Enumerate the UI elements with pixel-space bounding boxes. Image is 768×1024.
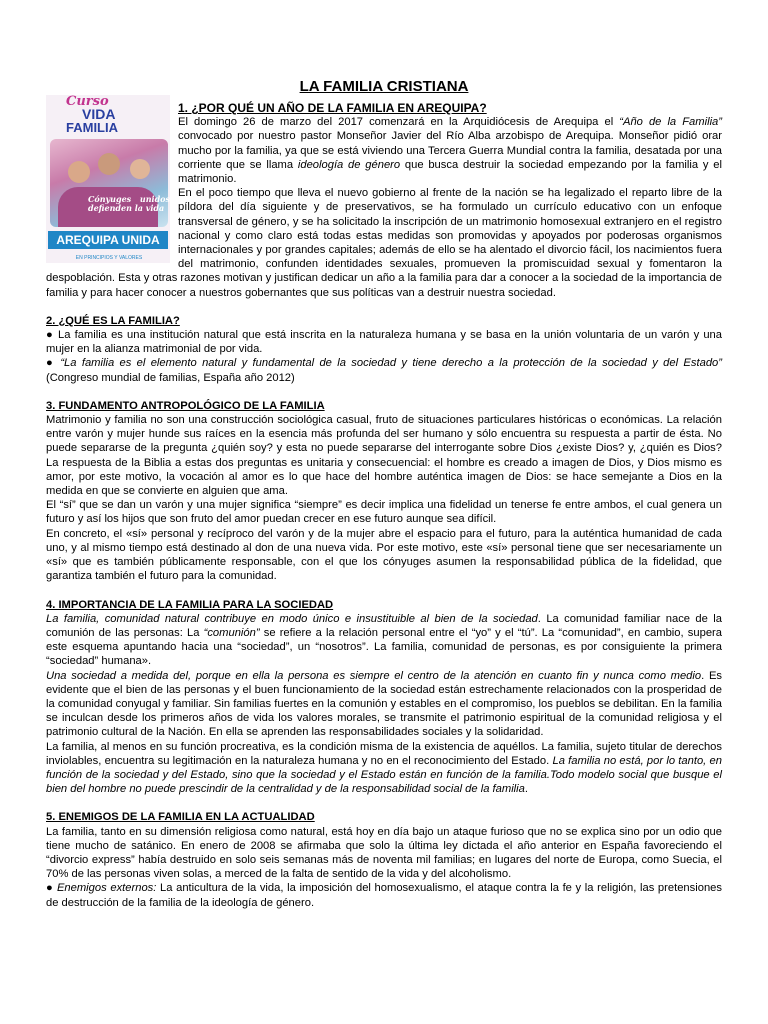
section-3-paragraph-3: En concreto, el «sí» personal y recíproco del varón y de la mujer abre el espacio para el futuro, para la auténtica humanidad de cada uno, y al mismo tiempo está destinado al don de una nueva vida. Por este motivo, este «sí» personal tiene que ser necesariamente un «sí» que es también públicamente responsable, con el que los cónyuges asumen la responsabilidad pública de la fidelidad, que garantiza también el futuro para la comunidad. bbox=[46, 527, 722, 583]
section-3-paragraph-1: Matrimonio y familia no son una construcción sociológica casual, fruto de situaciones particulares históricas o económicas. La relación entre varón y mujer hunde sus raíces en la esencia más profunda del ser humano y sólo encuentra su respuesta a partir de ésta. No puede separarse de la pregunta ¿quién soy? y esta no puede separarse del interrogante sobre Dios ¿existe Dios? y, ¿quién es Dios? La respuesta de la Biblia a estas dos preguntas es unitaria y consecuencial: el hombre es creado a imagen de Dios, y Dios mismo es amor, por este motivo, la vocación al amor es lo que hace del hombre auténtica imagen de Dios: se hace semejante a Dios en la medida en que se convierte en alguien que ama. bbox=[46, 414, 722, 498]
section-2-heading: 2. ¿QUÉ ES LA FAMILIA? bbox=[46, 314, 180, 327]
section-3-heading: 3. FUNDAMENTO ANTROPOLÓGICO DE LA FAMILIA bbox=[46, 399, 325, 412]
section-4-paragraph-3: La familia, al menos en su función procreativa, es la condición misma de la existencia de aquéllos. La familia, sujeto titular de derechos inviolables, encuentra su legitimación en la naturaleza humana y no en el reconocimiento del Estado. La familia no está, por lo tanto, en función de la sociedad y del Estado, sino que la sociedad y el Estado están en función de la familia.Todo modelo social que busque el bien del hombre no puede prescindir de la centralidad y de la responsabilidad social de la familia. bbox=[46, 740, 722, 796]
section-1-heading: 1. ¿POR QUÉ UN AÑO DE LA FAMILIA EN AREQUIPA? bbox=[178, 101, 487, 115]
poster-line2: VIDA bbox=[82, 106, 116, 122]
section-3-paragraph-2: El “sí” que se dan un varón y una mujer significa “siempre” es decir implica una fidelidad un tenerse fe entre ambos, el cual genera un futuro y así los hijos que son fruto del amor puedan crecer en ese futuro aunque sea difícil. bbox=[46, 499, 722, 526]
poster-subtitle: EN PRINCIPIOS Y VALORES bbox=[75, 255, 143, 261]
campaign-poster-image bbox=[46, 95, 170, 263]
section-4-heading: 4. IMPORTANCIA DE LA FAMILIA PARA LA SOCIEDAD bbox=[46, 598, 334, 611]
section-4-paragraph-2: Una sociedad a medida del, porque en ella la persona es siempre el centro de la atención en cuanto fin y nunca como medio. Es evidente que el bien de las personas y el buen funcionamiento de la sociedad están estrechamente relacionados con la prosperidad de la comunidad conyugal y familiar. Sin familias fuertes en la comunión y estables en el compromiso, los pueblos se debilitan. En la familia se inculcan desde los primeros años de vida los valores morales, se transmite el patrimonio espiritual de la comunidad religiosa y el patrimonio cultural de la Nación. En ella se aprenden las responsabilidades sociales y la solidaridad. bbox=[46, 669, 723, 739]
section-5-heading: 5. ENEMIGOS DE LA FAMILIA EN LA ACTUALIDAD bbox=[46, 811, 315, 824]
document-title: LA FAMILIA CRISTIANA bbox=[299, 78, 469, 95]
section-2-bullet-2: ● “La familia es el elemento natural y fundamental de la sociedad y tiene derecho a la protección de la sociedad y del Estado” (Congreso mundial de familias, España año 2012) bbox=[46, 357, 722, 384]
poster-banner: AREQUIPA UNIDA bbox=[48, 231, 168, 249]
family-photo bbox=[50, 139, 168, 227]
section-5-bullet-1: ● Enemigos externos: La anticultura de la vida, la imposición del homosexualismo, el ataque contra la fe y la religión, las pretensiones de destrucción de la familia de la ideología de género. bbox=[46, 882, 722, 909]
section-4-paragraph-1: La familia, comunidad natural contribuye en modo único e insustituible al bien de la sociedad. La comunidad familiar nace de la comunión de las personas: La “comunión” se refiere a la relación personal entre el “yo” y el “tú”. La “comunidad”, en cambio, supera este esquema apuntando hacia una “sociedad”, un “nosotros”. La familia, comunidad de personas, es por consiguiente la primera “sociedad” humana». bbox=[46, 612, 722, 668]
section-5-paragraph-1: La familia, tanto en su dimensión religiosa como natural, está hoy en día bajo un ataque furioso que no se explica sino por un odio que tiene mucho de satánico. En enero de 2008 se afirmaba que solo la última ley dictada el año anterior en España favoreciendo el “divorcio express” había destruido en solo seis semanas más de noventa mil familias; en lugares del norte de Europa, como Suecia, el 70% de las personas viven solas, a merced de la falta de sentido de la vida y del alcoholismo. bbox=[46, 825, 722, 881]
section-1-paragraph-2: En el poco tiempo que lleva el nuevo gobierno al frente de la nación se ha legalizado el reparto libre de la píldora del día siguiente y de preservativos, se ha formulado un currículo educativo con un enfoque transversal de género, y se ha solicitado la inscripción de un matrimonio homosexual extranjero en el registro nacional y como claro está todas estas medidas son promovidas y apoyados por poderosas organismos internacionales y por grandes capitales; además de ello se ha alentado el divorcio fácil, los nacimientos fuera del matrimonio, confunden identidades sexuales, promueven la promiscuidad sexual y fomentaron la despoblación. Esta y otras razones motivan y justifican dedicar un año a la familia para dar a conocer a la sociedad de la importancia de familia y para hacer conocer a nuestros gobernantes que sus políticas van a destruir nuestra sociedad. bbox=[46, 187, 722, 299]
section-2-bullet-1: ● La familia es una institución natural que está inscrita en la naturaleza humana y se basa en la unión voluntaria de un varón y una mujer en la alianza matrimonial de por vida. bbox=[46, 329, 722, 356]
poster-line3: FAMILIA bbox=[66, 120, 118, 135]
document-body bbox=[46, 95, 723, 910]
poster-line1: Curso bbox=[66, 95, 109, 109]
section-1-paragraph-1: El domingo 26 de marzo del 2017 comenzará en la Arquidiócesis de Arequipa el “Año de la Familia” convocado por nuestro pastor Monseñor Javier del Río Alba arzobispo de Arequipa. Monseñor pidió orar mucho por la familia, ya que se está viviendo una Tercera Guerra Mundial contra la familia, desatada por una corriente que se llama ideología de género que busca destruir la sociedad empezando por la familia y el matrimonio. bbox=[178, 116, 722, 186]
poster-slogan: Cónyuges unidos defienden la vida bbox=[88, 194, 170, 213]
